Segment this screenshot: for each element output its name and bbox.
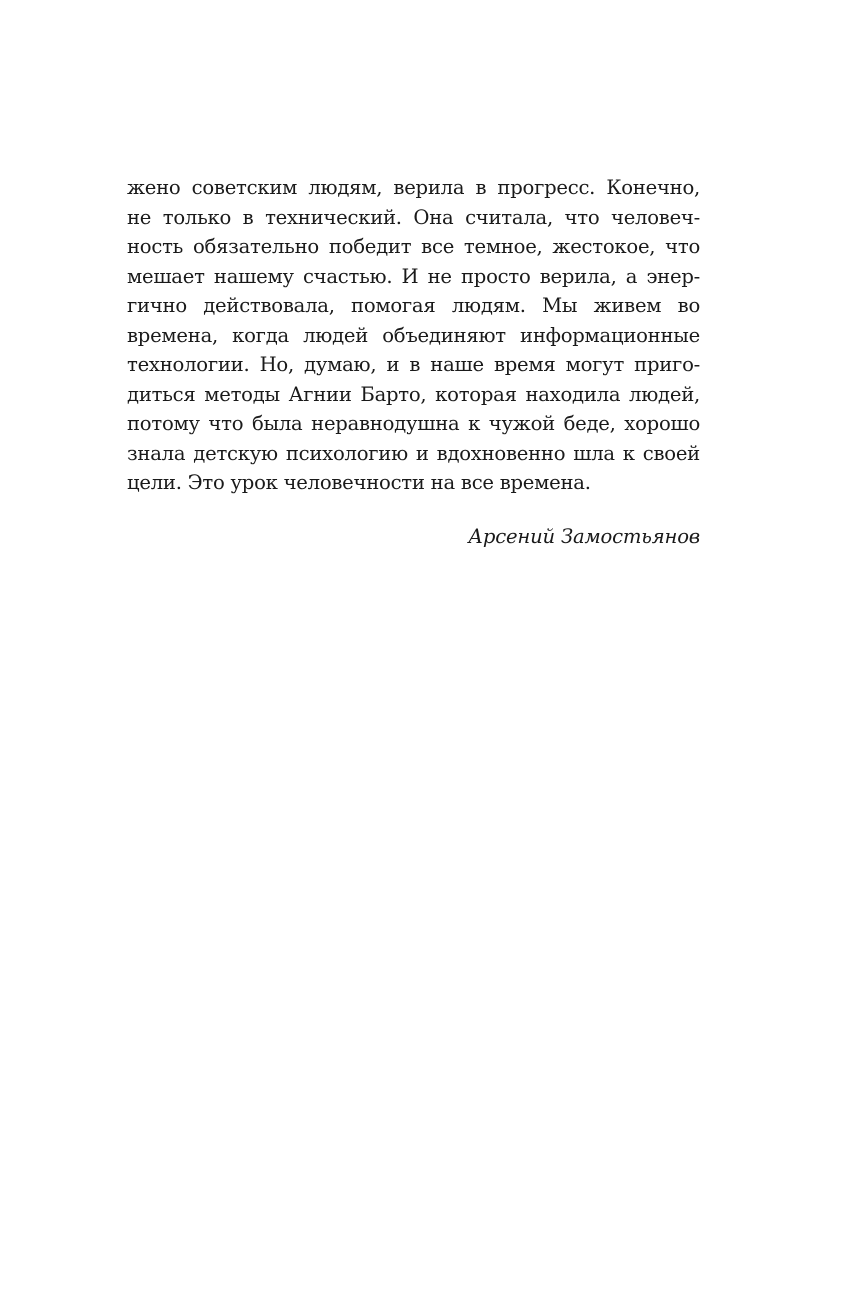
text-line: гично действовала, помогая людям. Мы живем во [127, 294, 700, 317]
text-line: знала детскую психологию и вдохновенно шла к своей [127, 441, 700, 465]
author-signature: Арсений Замостьянов [468, 525, 700, 548]
text-line: технологии. Но, думаю, и в наше время могут приго- [127, 353, 700, 376]
text-line: времена, когда людей объединяют информационные [127, 323, 700, 347]
text-line: цели. Это урок человечности на все времена. [127, 471, 591, 494]
text-line: диться методы Агнии Барто, которая находила людей, [127, 382, 700, 406]
text-line: потому что была неравнодушна к чужой беде, хорошо [127, 412, 700, 435]
text-line: мешает нашему счастью. И не просто верила, а энер- [127, 264, 700, 288]
text-line: жено советским людям, верила в прогресс. Конечно, [127, 176, 700, 199]
text-line: ность обязательно победит все темное, жестокое, что [127, 235, 700, 258]
body-paragraph [127, 173, 700, 498]
text-line: не только в технический. Она считала, что человеч- [127, 205, 700, 229]
